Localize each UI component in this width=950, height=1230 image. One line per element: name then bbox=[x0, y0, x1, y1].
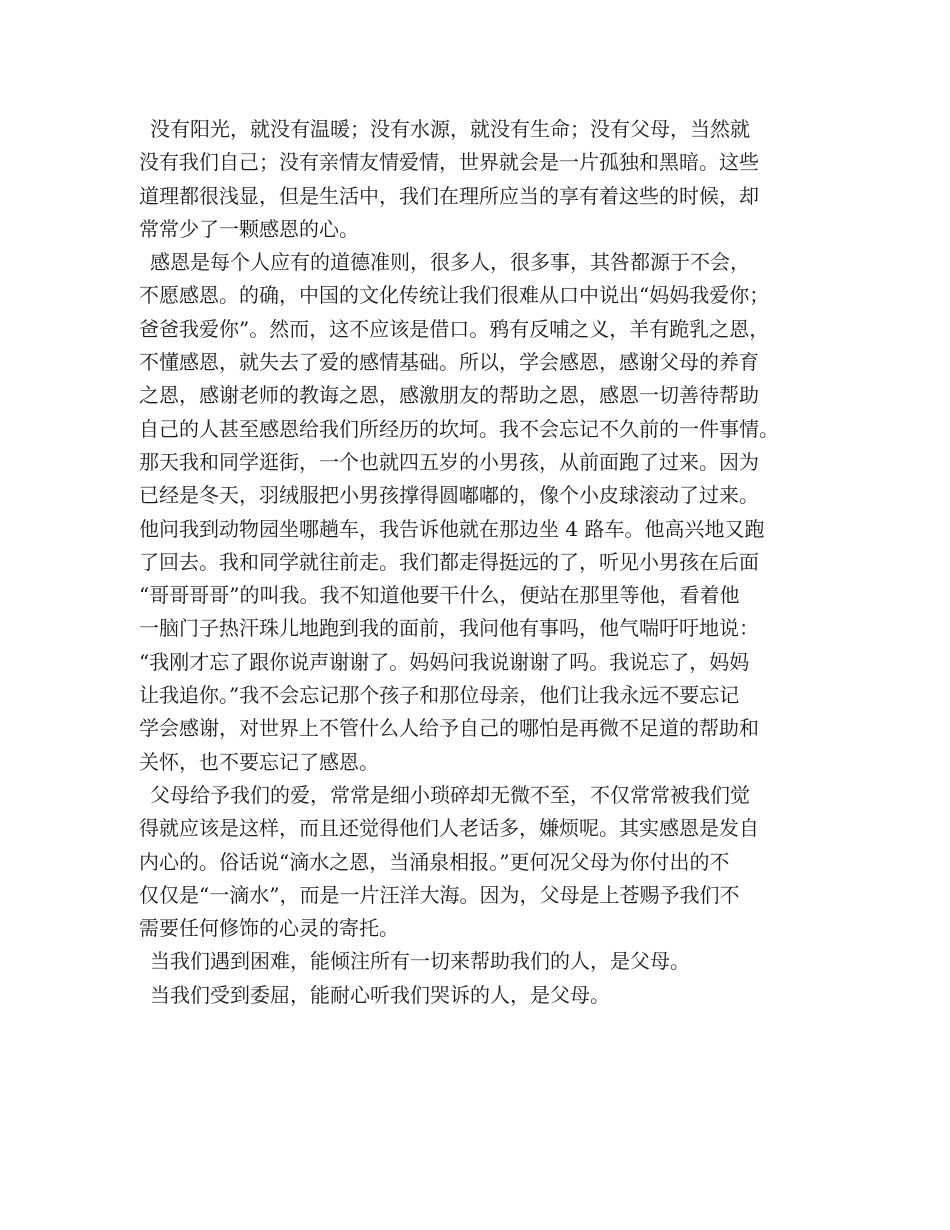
text-line: 关怀，也不要忘记了感恩。 bbox=[139, 749, 379, 774]
text-line: 没有我们自己；没有亲情友情爱情，世界就会是一片孤独和黑暗。这些 bbox=[139, 150, 759, 175]
text-line: 已经是冬天，羽绒服把小男孩撑得圆嘟嘟的，像个小皮球滚动了过来。 bbox=[139, 483, 759, 508]
text-line: 父母给予我们的爱，常常是细小琐碎却无微不至，不仅常常被我们觉 bbox=[150, 782, 750, 807]
text-line: “我刚才忘了跟你说声谢谢了。妈妈问我说谢谢了吗。我说忘了，妈妈 bbox=[139, 649, 750, 674]
text-line: 常常少了一颗感恩的心。 bbox=[139, 216, 359, 241]
text-line: 没有阳光，就没有温暖；没有水源，就没有生命；没有父母，当然就 bbox=[150, 117, 750, 141]
document-text bbox=[139, 113, 829, 1012]
text-line: 内心的。俗话说“滴水之恩，当涌泉相报。”更何况父母为你付出的不 bbox=[139, 849, 730, 874]
text-line: 感恩是每个人应有的道德准则，很多人，很多事，其咎都源于不会， bbox=[150, 250, 750, 275]
text-line: 爸爸我爱你”。然而，这不应该是借口。鸦有反哺之义，羊有跪乳之恩， bbox=[139, 316, 770, 341]
text-line: 不懂感恩，就失去了爱的感情基础。所以，学会感恩，感谢父母的养育 bbox=[139, 350, 759, 375]
text-line: 得就应该是这样，而且还觉得他们人老话多，嫌烦呢。其实感恩是发自 bbox=[139, 816, 759, 841]
text-line: 仅仅是“一滴水”，而是一片汪洋大海。因为，父母是上苍赐予我们不 bbox=[139, 882, 740, 907]
text-line: 不愿感恩。的确，中国的文化传统让我们很难从口中说出“妈妈我爱你； bbox=[139, 283, 770, 308]
text-line: 当我们遇到困难，能倾注所有一切来帮助我们的人，是父母。 bbox=[150, 949, 690, 974]
text-line: 那天我和同学逛街，一个也就四五岁的小男孩，从前面跑了过来。因为 bbox=[139, 449, 759, 474]
text-line: “哥哥哥哥”的叫我。我不知道他要干什么，便站在那里等他，看着他 bbox=[139, 583, 740, 608]
text-line: 了回去。我和同学就往前走。我们都走得挺远的了，听见小男孩在后面 bbox=[139, 549, 759, 574]
text-line: 一脑门子热汗珠儿地跑到我的面前，我问他有事吗，他气喘吁吁地说： bbox=[139, 616, 759, 641]
text-line: 之恩，感谢老师的教诲之恩，感激朋友的帮助之恩，感恩一切善待帮助 bbox=[139, 383, 759, 408]
text-line: 让我追你。”我不会忘记那个孩子和那位母亲，他们让我永远不要忘记 bbox=[139, 683, 740, 708]
text-line: 需要任何修饰的心灵的寄托。 bbox=[139, 916, 399, 941]
text-line: 道理都很浅显，但是生活中，我们在理所应当的享有着这些的时候，却 bbox=[139, 183, 759, 208]
text-line: 学会感谢，对世界上不管什么人给予自己的哪怕是再微不足道的帮助和 bbox=[139, 716, 759, 741]
text-line: 当我们受到委屈，能耐心听我们哭诉的人，是父母。 bbox=[150, 982, 610, 1007]
text-line: 他问我到动物园坐哪趟车，我告诉他就在那边坐 4 路车。他高兴地又跑 bbox=[139, 516, 765, 541]
text-line: 自己的人甚至感恩给我们所经历的坎坷。我不会忘记不久前的一件事情。 bbox=[139, 416, 779, 441]
